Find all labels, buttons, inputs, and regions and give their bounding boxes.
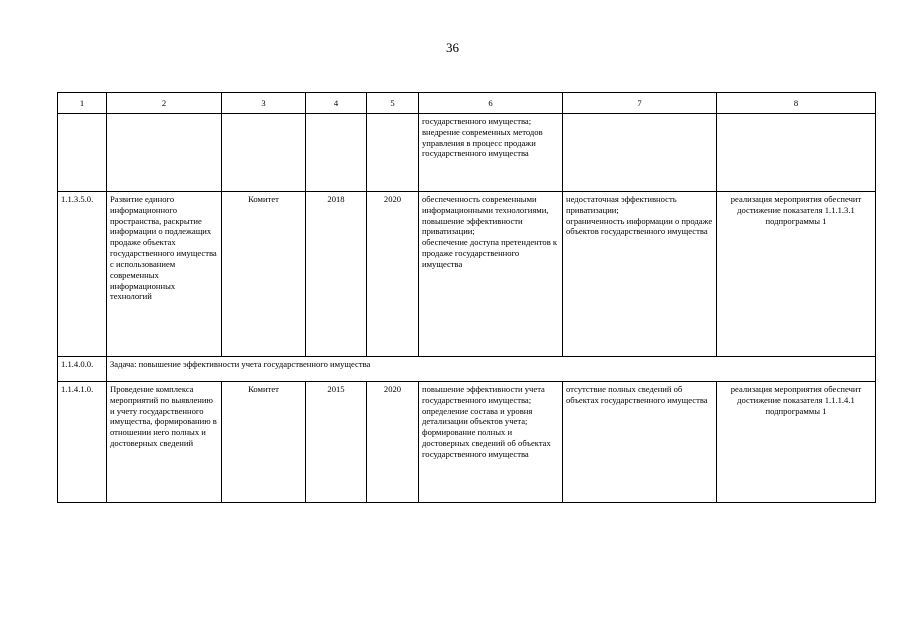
result-cell: обеспеченность современными информационными технологиями, повышение эффективности приватизации; обеспечение доступа претендентов к продаже государственного имущества bbox=[419, 192, 563, 357]
event-cell: Развитие единого информационного пространства, раскрытие информации о подлежащих продаже объектах государственного имущества с использованием современных информационных технологий bbox=[107, 192, 222, 357]
indicator-link-cell: реализация мероприятия обеспечит достижение показателя 1.1.1.4.1 подпрограммы 1 bbox=[717, 382, 876, 503]
empty-cell bbox=[306, 114, 367, 192]
start-year-cell: 2015 bbox=[306, 382, 367, 503]
indicator-link-cell: реализация мероприятия обеспечит достижение показателя 1.1.1.3.1 подпрограммы 1 bbox=[717, 192, 876, 357]
end-year-cell: 2020 bbox=[367, 192, 419, 357]
code-cell: 1.1.3.5.0. bbox=[58, 192, 107, 357]
page-number: 36 bbox=[446, 40, 459, 55]
continuation-row bbox=[58, 114, 876, 192]
end-year-cell: 2020 bbox=[367, 382, 419, 503]
empty-cell bbox=[367, 114, 419, 192]
event-cell: Проведение комплекса мероприятий по выявлению и учету государственного имущества, формированию в отношении него полных и достоверных сведений bbox=[107, 382, 222, 503]
empty-cell bbox=[717, 114, 876, 192]
risks-cell: недостаточная эффективность приватизации; ограниченность информации о продаже объектов государственного имущества bbox=[563, 192, 717, 357]
program-activities-table bbox=[57, 92, 876, 503]
header-cell-2: 2 bbox=[107, 93, 222, 114]
empty-cell bbox=[222, 114, 306, 192]
task-row bbox=[58, 357, 876, 382]
executor-cell: Комитет bbox=[222, 192, 306, 357]
code-cell: 1.1.4.1.0. bbox=[58, 382, 107, 503]
header-cell-1: 1 bbox=[58, 93, 107, 114]
task-code-cell: 1.1.4.0.0. bbox=[58, 357, 107, 382]
table-row bbox=[58, 382, 876, 503]
table-row bbox=[58, 192, 876, 357]
result-cell: государственного имущества; внедрение современных методов управления в процесс продажи государственного имущества bbox=[419, 114, 563, 192]
header-cell-4: 4 bbox=[306, 93, 367, 114]
task-text-cell: Задача: повышение эффективности учета государственного имущества bbox=[107, 357, 876, 382]
executor-cell: Комитет bbox=[222, 382, 306, 503]
header-cell-3: 3 bbox=[222, 93, 306, 114]
start-year-cell: 2018 bbox=[306, 192, 367, 357]
header-row bbox=[58, 93, 876, 114]
empty-cell bbox=[107, 114, 222, 192]
result-cell: повышение эффективности учета государственного имущества; определение состава и уровня детализации объектов учета; формирование полных и достоверных сведений об объектах государственного имущества bbox=[419, 382, 563, 503]
header-cell-8: 8 bbox=[717, 93, 876, 114]
empty-cell bbox=[563, 114, 717, 192]
header-cell-6: 6 bbox=[419, 93, 563, 114]
header-cell-5: 5 bbox=[367, 93, 419, 114]
header-cell-7: 7 bbox=[563, 93, 717, 114]
risks-cell: отсутствие полных сведений об объектах государственного имущества bbox=[563, 382, 717, 503]
empty-cell bbox=[58, 114, 107, 192]
